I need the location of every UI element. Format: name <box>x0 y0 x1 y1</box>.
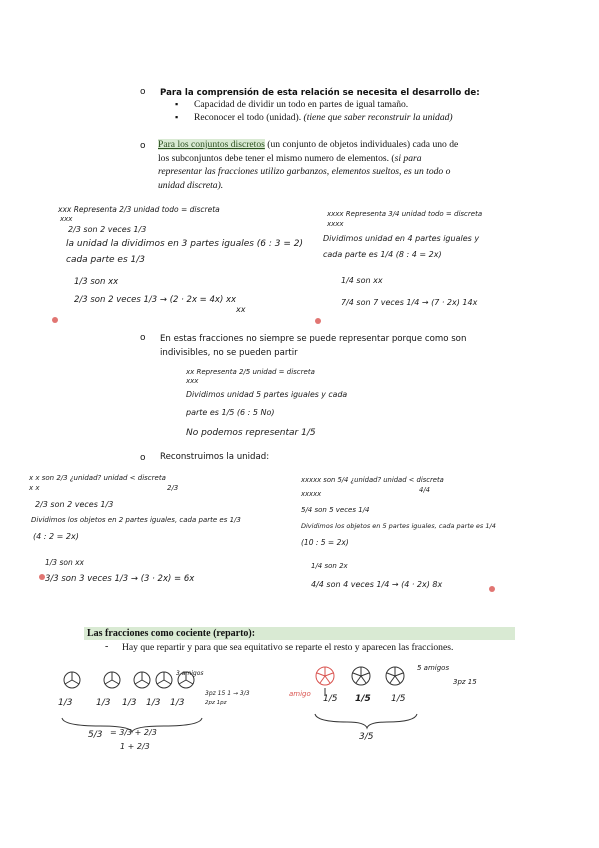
hand-label: 3 amigos <box>176 670 204 677</box>
hand-line: 5/4 son 5 veces 1/4 <box>301 506 370 514</box>
hand-fraction: 1/5 <box>391 694 406 704</box>
hand-line: xx Representa 2/5 unidad = discreta <box>186 368 315 376</box>
hand-line: 2/3 son 2 veces 1/3 <box>35 500 114 509</box>
square-bullet: ▪ <box>175 99 179 109</box>
red-pen-mark <box>52 317 58 323</box>
hand-line: 2/3 son 2 veces 1/3 → (2 · 2x = 4x) xx <box>74 295 237 305</box>
hand-line: Dividimos unidad en 4 partes iguales y <box>323 234 480 243</box>
bullet-o: o <box>140 453 146 463</box>
hand-line: No podemos representar 1/5 <box>186 428 316 438</box>
hand-equation: 1 + 2/3 <box>120 742 150 751</box>
hand-line: xxx <box>186 377 199 385</box>
square-bullet: ▪ <box>175 112 179 122</box>
bullet-text: Reconstruimos la unidad: <box>160 452 270 462</box>
hand-line: 4/4 son 4 veces 1/4 → (4 · 2x) 8x <box>311 580 443 589</box>
bullet-text: En estas fracciones no siempre se puede representar porque como son indivisibles, no se pueden partir <box>160 334 467 358</box>
section-heading: Las fracciones como cociente (reparto): <box>87 628 256 639</box>
hand-line: 2/3 <box>167 484 179 492</box>
pizza-drawings <box>285 660 510 756</box>
hand-fraction: 3/5 <box>359 732 374 742</box>
hand-line: 2/3 son 2 veces 1/3 <box>68 225 147 234</box>
hand-fraction: 1/3 <box>58 698 73 708</box>
red-pen-mark <box>315 318 321 324</box>
hand-line: cada parte es 1/3 <box>66 255 145 265</box>
pizza-circle <box>134 672 150 688</box>
handwritten-photo-7 <box>285 660 510 756</box>
highlighted-term: Para los conjuntos discretos <box>158 139 265 150</box>
pizza-circle <box>386 667 404 685</box>
hand-line: Dividimos unidad 5 partes iguales y cada <box>186 390 348 399</box>
curly-brace <box>315 714 417 728</box>
hand-line: xxxxx son 5/4 ¿unidad? unidad < discreta <box>301 476 444 484</box>
hand-fraction: 1/3 <box>96 698 111 708</box>
hand-label-red: amigo <box>289 690 311 698</box>
handwritten-photo-6 <box>40 660 280 756</box>
hand-line: Dividimos los objetos en 2 partes iguales, cada parte es 1/3 <box>31 516 241 524</box>
hand-line: 4/4 <box>419 486 430 494</box>
bullet-o: o <box>140 141 146 151</box>
red-pen-mark <box>39 574 45 580</box>
hand-line: xxx <box>60 215 73 223</box>
dash-item-text: Hay que repartir y para que sea equitativo se reparte el resto y aparecen las fracciones. <box>122 642 454 653</box>
red-pen-mark <box>489 586 495 592</box>
hand-note: 2pz 1pz <box>205 700 227 706</box>
hand-line: (10 : 5 = 2x) <box>301 538 349 547</box>
hand-line: Dividimos los objetos en 5 partes iguales, cada parte es 1/4 <box>301 522 496 530</box>
hand-fraction: 1/3 <box>146 698 161 708</box>
hand-label: 5 amigos <box>417 664 450 672</box>
pizza-circle-red <box>316 667 334 685</box>
pizza-drawings <box>40 660 280 756</box>
hand-line: parte es 1/5 (6 : 5 No) <box>186 408 275 417</box>
hand-note: 3pz 15 1 → 3/3 <box>205 690 250 697</box>
hand-equation: = 3/3 + 2/3 <box>110 728 157 737</box>
dash-bullet: - <box>105 641 109 652</box>
handwritten-photo-5 <box>299 466 497 600</box>
hand-fraction: 1/5 <box>323 694 338 704</box>
hand-line: xxxxx <box>301 490 322 498</box>
pizza-circle <box>156 672 172 688</box>
hand-line: x x son 2/3 ¿unidad? unidad < discreta <box>29 474 166 482</box>
hand-line: 1/3 son xx <box>45 558 84 567</box>
hand-line: la unidad la dividimos en 3 partes iguales (6 : 3 = 2) <box>66 239 304 249</box>
hand-fraction: 1/5 <box>355 694 371 704</box>
hand-line: xx <box>236 305 246 314</box>
bullet-o: o <box>140 333 146 343</box>
hand-line: x x <box>29 484 40 492</box>
handwritten-photo-1 <box>52 197 304 327</box>
handwritten-photo-3 <box>180 362 370 450</box>
hand-line: xxx Representa 2/3 unidad todo = discreta <box>58 205 220 214</box>
bullet-text: Para la comprensión de esta relación se necesita el desarrollo de: <box>160 88 480 98</box>
hand-line: cada parte es 1/4 (8 : 4 = 2x) <box>323 250 442 259</box>
hand-fraction: 5/3 <box>88 730 103 740</box>
hand-line: 7/4 son 7 veces 1/4 → (7 · 2x) 14x <box>341 298 478 307</box>
hand-line: (4 : 2 = 2x) <box>33 532 79 541</box>
sub-bullet-text: Capacidad de dividir un todo en partes de igual tamaño. <box>194 99 409 110</box>
bullet-paragraph: Para los conjuntos discretos (un conjunto de objetos individuales) cada uno de los subconjuntos debe tener el mismo numero de elementos. (si para representar las fracciones utilizo garbanzos, elementos sueltos, es un todo o unidad discreta). <box>158 139 459 191</box>
hand-fraction: 1/3 <box>170 698 185 708</box>
hand-line: 1/4 son xx <box>341 276 383 285</box>
hand-note: 3pz 15 <box>453 678 477 686</box>
hand-line: xxxx <box>327 220 344 228</box>
hand-line: 1/3 son xx <box>74 277 119 287</box>
handwritten-photo-4 <box>27 466 290 600</box>
pizza-circle <box>352 667 370 685</box>
bullet-o: o <box>140 87 146 97</box>
sub-bullet-text: Reconocer el todo (unidad). (tiene que saber reconstruir la unidad) <box>194 112 453 123</box>
pizza-circle <box>64 672 80 688</box>
hand-fraction: 1/3 <box>122 698 137 708</box>
pizza-circle <box>104 672 120 688</box>
hand-line: xxxx Representa 3/4 unidad todo = discreta <box>327 210 483 218</box>
handwritten-photo-2 <box>313 202 499 326</box>
hand-line: 1/4 son 2x <box>311 562 348 570</box>
hand-line: 3/3 son 3 veces 1/3 → (3 · 2x) = 6x <box>45 574 195 584</box>
